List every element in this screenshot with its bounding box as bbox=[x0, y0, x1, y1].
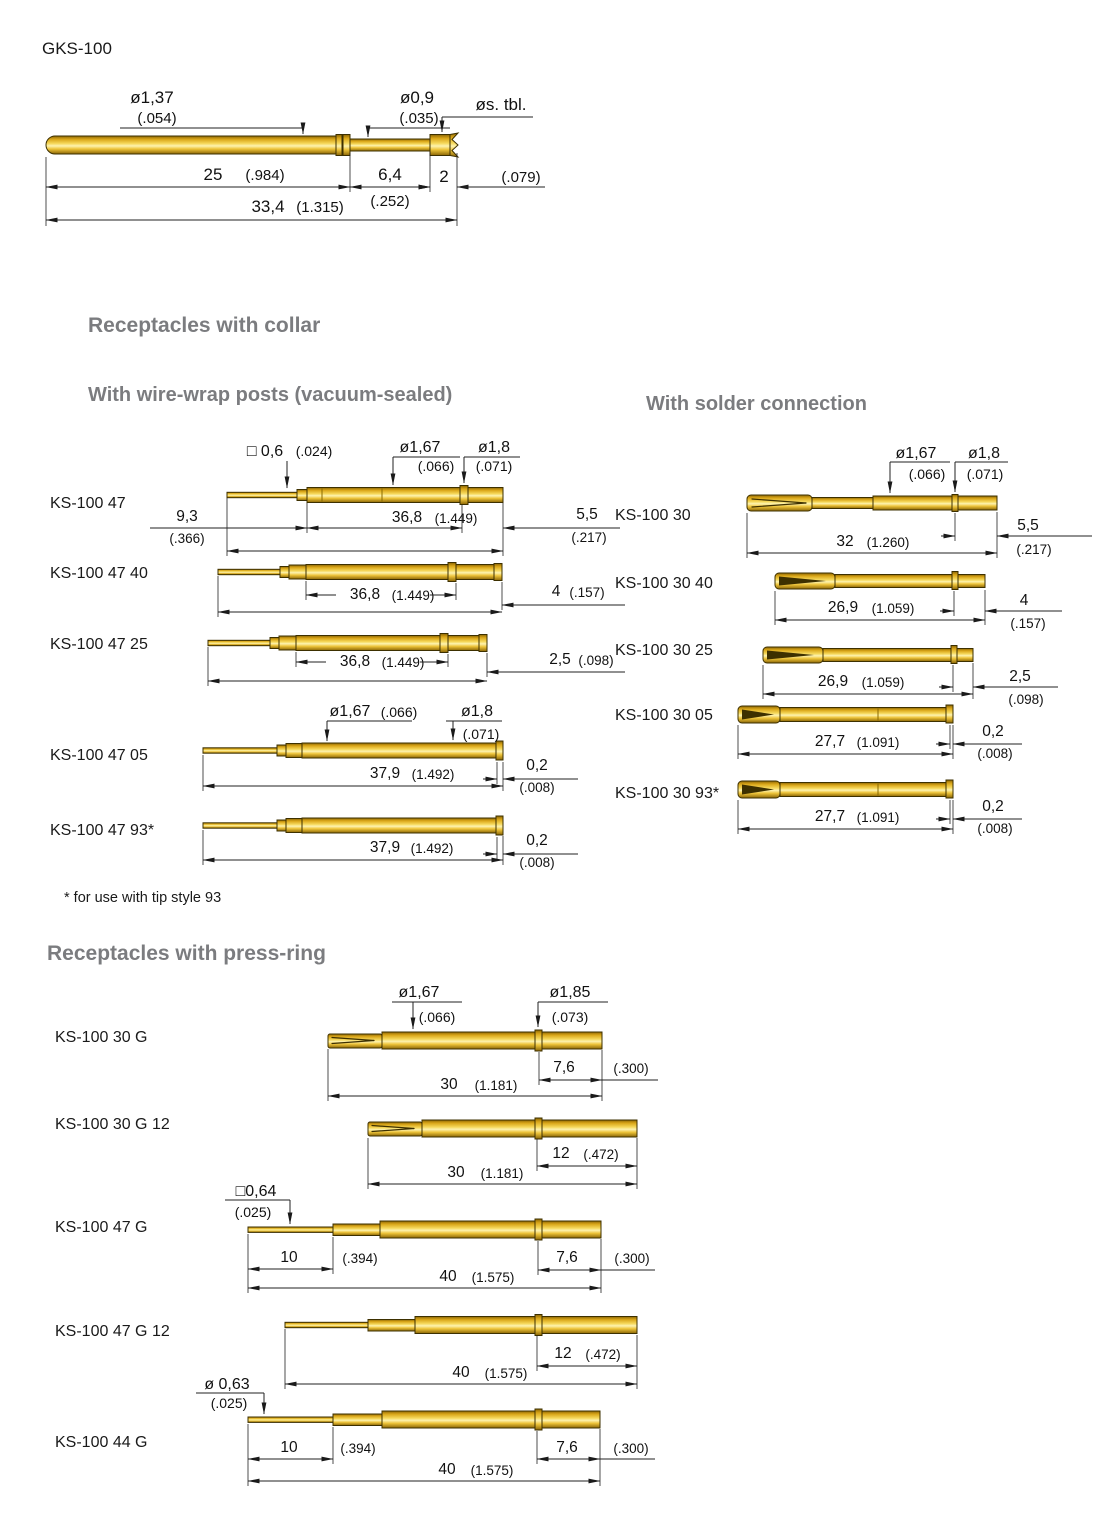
probe-illustration bbox=[248, 1409, 600, 1430]
dim-label: (.217) bbox=[571, 530, 607, 545]
dim-label: 36,8 bbox=[349, 586, 381, 603]
dimensions bbox=[763, 663, 1058, 707]
row-label: KS-100 30 40 bbox=[615, 575, 713, 592]
dim-label: 2,5 bbox=[549, 651, 571, 668]
subheading-solder: With solder connection bbox=[646, 393, 867, 415]
dim-label: (.008) bbox=[977, 821, 1013, 836]
dim-label: 10 bbox=[280, 1249, 298, 1266]
dim-label: ø1,8 bbox=[477, 439, 511, 456]
dim-label: (.073) bbox=[551, 1009, 589, 1025]
dim-label: 40 bbox=[439, 1268, 457, 1285]
dim-label: (.472) bbox=[585, 1347, 621, 1362]
dim-label: (1.181) bbox=[474, 1078, 518, 1093]
dim-label: 2 bbox=[439, 167, 449, 186]
probe-illustration bbox=[775, 572, 985, 590]
drawing-ks-100-47 bbox=[150, 439, 620, 556]
probe-illustration bbox=[738, 705, 953, 723]
drawing-ks-100-30-05 bbox=[738, 705, 1022, 761]
dim-label: 6,4 bbox=[378, 165, 402, 184]
dim-label: (1.492) bbox=[410, 841, 454, 856]
dim-label: ø1,67 bbox=[399, 439, 441, 456]
row-label: KS-100 47 40 bbox=[50, 565, 148, 582]
dim-label: (.252) bbox=[370, 193, 410, 210]
drawing-ks-100-47-g bbox=[225, 1183, 655, 1293]
dim-label: (.157) bbox=[569, 585, 605, 600]
dim-label: (.071) bbox=[475, 458, 513, 474]
drawing-ks-100-30-93 bbox=[738, 780, 1022, 836]
dim-label: 30 bbox=[447, 1164, 465, 1181]
dim-label: (.394) bbox=[342, 1251, 378, 1266]
dim-label: 2,5 bbox=[1009, 668, 1031, 685]
section-heading-collar: Receptacles with collar bbox=[88, 314, 321, 337]
dim-label: (1.575) bbox=[484, 1366, 528, 1381]
row-label: KS-100 47 G 12 bbox=[55, 1323, 170, 1340]
dimensions bbox=[775, 590, 1062, 631]
drawing-ks-100-30 bbox=[747, 445, 1092, 558]
dim-label: 0,2 bbox=[526, 832, 548, 849]
dim-label: ø1,85 bbox=[549, 984, 591, 1001]
dim-label: 10 bbox=[280, 1439, 298, 1456]
dim-label: 5,5 bbox=[576, 506, 598, 523]
drawing-ks-100-30-40 bbox=[775, 572, 1062, 632]
drawing-ks-100-47-05 bbox=[203, 703, 578, 795]
page-title: GKS-100 bbox=[42, 39, 112, 58]
dim-label: (.035) bbox=[399, 110, 439, 127]
dim-label: (.366) bbox=[169, 531, 205, 546]
dim-label: (.071) bbox=[462, 726, 500, 742]
dim-label: (.217) bbox=[1016, 542, 1052, 557]
dim-label: 37,9 bbox=[369, 839, 401, 856]
probe-illustration bbox=[368, 1118, 637, 1139]
dim-label: □0,64 bbox=[235, 1183, 277, 1200]
dim-label: ø1,8 bbox=[460, 703, 494, 720]
row-label: KS-100 30 25 bbox=[615, 642, 713, 659]
probe-illustration bbox=[747, 495, 997, 512]
probe-illustration bbox=[285, 1315, 637, 1336]
row-label: KS-100 30 93* bbox=[615, 785, 720, 802]
dim-label: (.024) bbox=[295, 443, 333, 459]
dim-label: ø1,67 bbox=[398, 984, 440, 1001]
dim-label: 36,8 bbox=[391, 509, 423, 526]
dim-label: (1.315) bbox=[296, 199, 344, 216]
dim-label: 7,6 bbox=[556, 1249, 578, 1266]
dim-label: 25 bbox=[203, 165, 223, 184]
dim-label: (1.575) bbox=[470, 1463, 514, 1478]
dimensions bbox=[203, 830, 578, 870]
dim-label: 4 bbox=[1019, 592, 1029, 609]
probe-illustration bbox=[248, 1219, 601, 1240]
drawing-ks-100-30-g bbox=[328, 984, 658, 1101]
dim-label: ø1,67 bbox=[895, 445, 937, 462]
dim-label: 0,2 bbox=[526, 757, 548, 774]
dim-label: (.066) bbox=[418, 1009, 456, 1025]
dimensions bbox=[738, 723, 1022, 761]
drawing-gks-100 bbox=[46, 88, 545, 226]
dim-label: 27,7 bbox=[814, 733, 846, 750]
dimensions bbox=[368, 1138, 637, 1189]
dim-label: (.984) bbox=[245, 167, 285, 184]
drawing-ks-100-47-93 bbox=[203, 816, 578, 870]
dim-label: (.079) bbox=[501, 169, 541, 186]
dim-label: (1.449) bbox=[434, 511, 478, 526]
dim-label: (1.575) bbox=[471, 1270, 515, 1285]
dim-label: 0,2 bbox=[982, 723, 1004, 740]
dim-label: 7,6 bbox=[553, 1059, 575, 1076]
dim-label: 27,7 bbox=[814, 808, 846, 825]
row-label: KS-100 47 bbox=[50, 495, 126, 512]
section-heading-pressring: Receptacles with press-ring bbox=[47, 942, 326, 965]
dimensions bbox=[208, 647, 625, 686]
drawing-ks-100-30-25 bbox=[763, 646, 1058, 708]
dim-label: ø0,9 bbox=[399, 88, 435, 107]
dimensions bbox=[218, 576, 625, 617]
probe-illustration bbox=[763, 646, 973, 664]
dim-label: 30 bbox=[440, 1076, 458, 1093]
dim-label: (.066) bbox=[417, 458, 455, 474]
dim-label: (.008) bbox=[519, 855, 555, 870]
dim-label: □ 0,6 bbox=[246, 443, 284, 460]
drawing-ks-100-30-g-12 bbox=[368, 1118, 637, 1189]
dim-label: (.394) bbox=[340, 1441, 376, 1456]
dim-label: (1.492) bbox=[411, 767, 455, 782]
row-label: KS-100 47 93* bbox=[50, 822, 155, 839]
dim-label: (.066) bbox=[380, 704, 418, 720]
dimensions bbox=[285, 1329, 637, 1389]
dim-label: (.025) bbox=[210, 1395, 248, 1411]
subheading-wirewrap: With wire-wrap posts (vacuum-sealed) bbox=[88, 384, 453, 406]
dim-label: 12 bbox=[552, 1145, 570, 1162]
dim-label: (.472) bbox=[583, 1147, 619, 1162]
row-label: KS-100 47 25 bbox=[50, 636, 148, 653]
probe-illustration bbox=[218, 563, 502, 582]
dim-label: 32 bbox=[836, 533, 854, 550]
dim-label: 33,4 bbox=[251, 197, 285, 216]
row-label: KS-100 47 05 bbox=[50, 747, 148, 764]
footnote: * for use with tip style 93 bbox=[64, 890, 222, 906]
probe-illustration bbox=[328, 1030, 602, 1051]
row-label: KS-100 47 G bbox=[55, 1219, 148, 1236]
dim-label: (1.260) bbox=[866, 535, 910, 550]
dim-label: (.300) bbox=[614, 1251, 650, 1266]
drawing-ks-100-44-g bbox=[196, 1376, 655, 1486]
dimensions bbox=[196, 1376, 655, 1486]
dim-label: 9,3 bbox=[176, 508, 198, 525]
dim-label: (1.449) bbox=[381, 655, 425, 670]
dim-label: (.157) bbox=[1010, 616, 1046, 631]
dim-label: (.025) bbox=[234, 1204, 272, 1220]
dim-label: 40 bbox=[452, 1364, 470, 1381]
dim-label: (.066) bbox=[908, 466, 946, 482]
probe-illustration bbox=[227, 486, 503, 505]
dim-label: ø1,37 bbox=[130, 88, 174, 107]
dim-label: (.071) bbox=[966, 466, 1004, 482]
dim-label: 4 bbox=[551, 583, 561, 600]
row-label: KS-100 44 G bbox=[55, 1434, 148, 1451]
dim-label: (.008) bbox=[519, 780, 555, 795]
probe-illustration bbox=[738, 780, 953, 798]
drawing-ks-100-47-g-12 bbox=[285, 1315, 637, 1390]
row-label: KS-100 30 G 12 bbox=[55, 1116, 170, 1133]
probe-illustration-gks-100 bbox=[46, 133, 458, 157]
dim-label: (1.091) bbox=[856, 810, 900, 825]
dim-label: (1.181) bbox=[480, 1166, 524, 1181]
dim-label: 12 bbox=[554, 1345, 572, 1362]
probe-illustration bbox=[208, 634, 487, 653]
dim-label: ø1,67 bbox=[329, 703, 371, 720]
dimensions-gks-100 bbox=[46, 88, 545, 226]
dim-label: (1.449) bbox=[391, 588, 435, 603]
dim-label: øs. tbl. bbox=[475, 95, 527, 114]
dim-label: (.098) bbox=[1008, 692, 1044, 707]
dim-label: 26,9 bbox=[817, 673, 849, 690]
dim-label: 5,5 bbox=[1017, 517, 1039, 534]
dim-label: (1.059) bbox=[861, 675, 905, 690]
dim-label: 26,9 bbox=[827, 599, 859, 616]
drawing-ks-100-47-25 bbox=[208, 634, 625, 687]
dim-label: ø 0,63 bbox=[204, 1376, 250, 1393]
dim-label: (.300) bbox=[613, 1061, 649, 1076]
drawing-ks-100-47-40 bbox=[218, 563, 625, 618]
dim-label: 36,8 bbox=[339, 653, 371, 670]
dim-label: (1.091) bbox=[856, 735, 900, 750]
probe-illustration bbox=[203, 816, 503, 835]
row-label: KS-100 30 bbox=[615, 507, 691, 524]
row-label: KS-100 30 G bbox=[55, 1029, 148, 1046]
dimensions bbox=[738, 798, 1022, 836]
dim-label: ø1,8 bbox=[967, 445, 1001, 462]
dim-label: (.008) bbox=[977, 746, 1013, 761]
dim-label: (.300) bbox=[613, 1441, 649, 1456]
dim-label: (1.059) bbox=[871, 601, 915, 616]
probe-illustration bbox=[203, 741, 503, 760]
dim-label: 7,6 bbox=[556, 1439, 578, 1456]
dim-label: 40 bbox=[438, 1461, 456, 1478]
dim-label: (.098) bbox=[578, 653, 614, 668]
dim-label: (.054) bbox=[137, 110, 177, 127]
row-label: KS-100 30 05 bbox=[615, 707, 713, 724]
dim-label: 0,2 bbox=[982, 798, 1004, 815]
dim-label: 37,9 bbox=[369, 765, 401, 782]
